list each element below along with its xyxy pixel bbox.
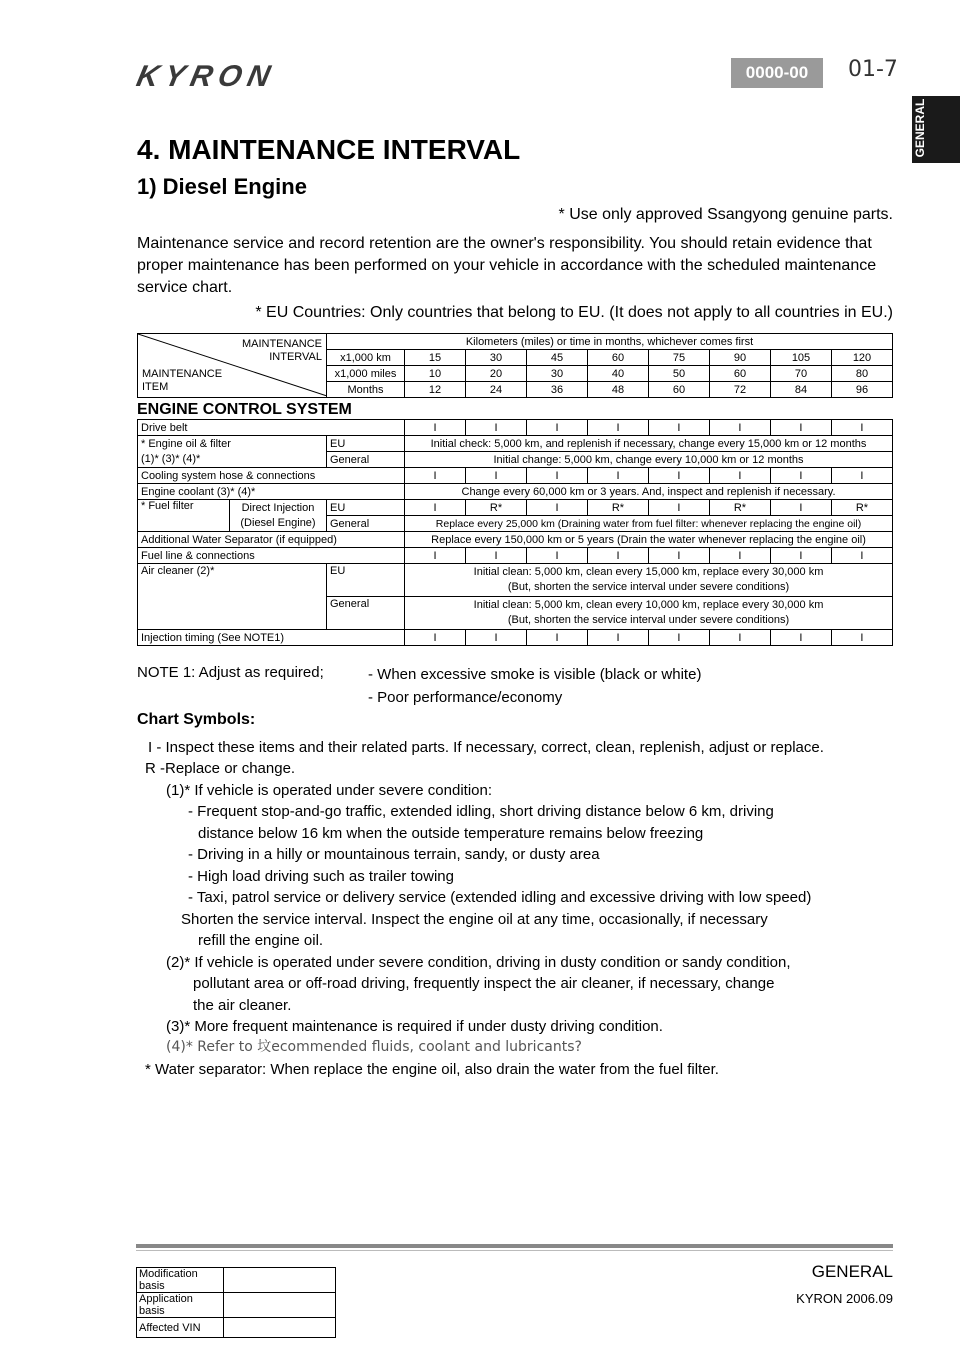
table-row [137,1293,336,1318]
cell: I [648,500,709,516]
interval-header: Kilometers (miles) or time in months, whichever comes first [327,334,893,350]
list-item: - Poor performance/economy [368,689,563,706]
cell: I [709,630,770,646]
item-label [138,436,327,468]
cell: 96 [832,382,893,398]
row-label: x1,000 km [327,350,405,366]
chart-symbols-title: Chart Symbols: [137,711,256,728]
region-label: EU [327,564,405,597]
symbol-line: * Water separator: When replace the engine oil, also drain the water from the fuel filter. [145,1061,719,1078]
cell: I [831,468,892,484]
maintenance-items-table [137,419,893,646]
symbol-line: (2)* If vehicle is operated under severe condition, driving in dusty condition or sandy condition, [166,954,791,971]
air-general-line-1: Initial clean: 5,000 km, clean every 10,000 km, replace every 30,000 km [473,599,824,611]
corner-bottom-label-2: ITEM [142,381,169,393]
cell: Change every 60,000 km or 3 years. And, inspect and replenish if necessary. [405,484,893,500]
page-title: 4. MAINTENANCE INTERVAL [137,134,521,165]
basis-table [136,1267,336,1338]
table-row [138,436,893,452]
basis-label: Application basis [137,1293,224,1318]
symbol-line: pollutant area or off-road driving, frequently inspect the air cleaner, if necessary, change [193,975,775,992]
fuel-filter-subtype [230,500,327,532]
item-label: Drive belt [138,420,405,436]
note1-list [368,663,701,709]
item-label: Additional Water Separator (if equipped) [138,532,405,548]
cell: 45 [527,350,588,366]
cell: 12 [405,382,466,398]
subtype-line-1: Direct Injection [241,501,315,514]
symbol-line: - Driving in a hilly or mountainous terrain, sandy, or dusty area [188,846,600,863]
item-label: Fuel line & connections [138,548,405,564]
symbol-line: - Frequent stop-and-go traffic, extended idling, short driving distance below 6 km, driving [188,803,774,820]
table-row [138,532,893,548]
page-number: 01-7 [848,57,898,82]
air-general-line-2: (But, shorten the service interval under severe conditions) [507,614,790,626]
cell: I [709,548,770,564]
cell: I [405,420,466,436]
cell: I [648,630,709,646]
table-row [138,420,893,436]
cell: Replace every 25,000 km (Draining water from fuel filter: whenever replacing the engine oil) [405,516,893,532]
engine-oil-label: * Engine oil & filter [141,437,231,450]
basis-label: Modification basis [137,1268,224,1293]
cell: I [587,548,648,564]
cell: 80 [832,366,893,382]
symbol-line: distance below 16 km when the outside temperature remains below freezing [198,825,704,842]
cell: I [466,420,527,436]
table-row [138,484,893,500]
item-label: Engine coolant (3)* (4)* [138,484,405,500]
cell: 60 [588,350,649,366]
cell: I [831,420,892,436]
subtype-line-2: (Diesel Engine) [240,516,316,529]
item-label: * Fuel filter [138,500,230,532]
cell: 60 [710,366,771,382]
engine-oil-notes: (1)* (3)* (4)* [141,452,201,465]
row-label: Months [327,382,405,398]
cell: 120 [832,350,893,366]
region-label: General [327,452,405,468]
cell: Replace every 150,000 km or 5 years (Drain the water whenever replacing the engine oil) [405,532,893,548]
footer-model-date: KYRON 2006.09 [796,1291,893,1306]
interval-corner-cell [138,334,327,398]
cell: I [466,468,527,484]
symbol-line: I - Inspect these items and their related parts. If necessary, correct, clean, replenish, adjust or replace. [148,739,824,756]
cell: I [405,500,466,516]
footer-divider-thin [136,1250,893,1251]
region-label: General [327,516,405,532]
cell: I [405,630,466,646]
cell: I [831,630,892,646]
region-label: EU [327,500,405,516]
cell: 84 [771,382,832,398]
cell: I [405,468,466,484]
page-subtitle: 1) Diesel Engine [137,174,307,199]
cell: 50 [649,366,710,382]
basis-label: Affected VIN [137,1318,224,1338]
cell: 10 [405,366,466,382]
cell: 105 [771,350,832,366]
cell [405,597,893,630]
cell: 24 [466,382,527,398]
eu-note: * EU Countries: Only countries that belong to EU. (It does not apply to all countries in EU.) [255,304,893,321]
note1-label: NOTE 1: Adjust as required; [137,664,324,681]
item-label: Injection timing (See NOTE1) [138,630,405,646]
corner-bottom-label: MAINTENANCE [142,368,223,380]
section-code-badge: 0000-00 [731,58,823,88]
cell: 48 [588,382,649,398]
region-label: General [327,597,405,630]
cell: 75 [649,350,710,366]
cell: I [648,468,709,484]
table-row [138,630,893,646]
side-tab-general[interactable] [912,96,960,163]
cell: 60 [649,382,710,398]
cell: I [466,548,527,564]
table-row [137,1318,336,1338]
symbol-line: R -Replace or change. [145,760,296,777]
basis-value [224,1268,336,1293]
cell: I [770,630,831,646]
symbol-line: (1)* If vehicle is operated under severe condition: [166,782,493,799]
basis-value [224,1293,336,1318]
corner-top-label-2: INTERVAL [269,351,322,363]
cell: Initial check: 5,000 km, and replenish if necessary, change every 15,000 km or 12 months [405,436,893,452]
cell: I [770,420,831,436]
cell: I [587,420,648,436]
list-item: - When excessive smoke is visible (black or white) [368,666,702,683]
cell: I [770,500,831,516]
symbol-line: Shorten the service interval. Inspect the engine oil at any time, occasionally, if necessary [181,911,768,928]
row-label: x1,000 miles [327,366,405,382]
intro-text: Maintenance service and record retention are the owner's responsibility. You should retain evidence that proper maintenance has been performed on your vehicle in accordance with the scheduled maintenance service chart. [137,235,877,296]
symbol-line: (4)* Refer to 坟ecommended fluids, coolant and lubricants? [166,1039,582,1055]
cell: I [587,630,648,646]
cell: I [831,548,892,564]
cell: I [527,630,588,646]
symbol-line: - Taxi, patrol service or delivery service (extended idling and excessive driving with low speed) [188,889,812,906]
cell: I [405,548,466,564]
symbol-line: refill the engine oil. [198,932,324,949]
side-tab-label: GENERAL [913,98,927,158]
cell: I [527,420,588,436]
symbol-line: (3)* More frequent maintenance is required if under dusty driving condition. [166,1018,663,1035]
cell: 40 [588,366,649,382]
cell: I [527,500,588,516]
table-row [138,468,893,484]
table-row [138,564,893,597]
cell: 36 [527,382,588,398]
cell: I [587,468,648,484]
cell: R* [831,500,892,516]
air-eu-line-2: (But, shorten the service interval under severe conditions) [507,581,790,593]
cell: R* [587,500,648,516]
cell: I [527,468,588,484]
footer-divider [136,1244,893,1248]
cell: R* [466,500,527,516]
cell: Initial change: 5,000 km, change every 10,000 km or 12 months [405,452,893,468]
cell: 72 [710,382,771,398]
item-label: Air cleaner (2)* [138,564,327,630]
cell: I [709,420,770,436]
cell: 15 [405,350,466,366]
interval-table [137,333,893,398]
cell: I [770,548,831,564]
footer-section-name: GENERAL [811,1262,893,1281]
cell: I [770,468,831,484]
symbol-line: - High load driving such as trailer towing [188,868,454,885]
cell: I [648,420,709,436]
cell: I [527,548,588,564]
section-title: ENGINE CONTROL SYSTEM [137,401,352,418]
air-eu-line-1: Initial clean: 5,000 km, clean every 15,000 km, replace every 30,000 km [473,566,824,578]
cell: I [709,468,770,484]
kyron-logo: KYRON [133,60,279,93]
table-row [138,500,893,516]
table-row [137,1268,336,1293]
genuine-parts-note: * Use only approved Ssangyong genuine parts. [558,206,893,223]
item-label: Cooling system hose & connections [138,468,405,484]
cell: 30 [527,366,588,382]
corner-top-label: MAINTENANCE [241,338,322,350]
cell: I [648,548,709,564]
cell: 70 [771,366,832,382]
cell: 20 [466,366,527,382]
table-row [138,548,893,564]
region-label: EU [327,436,405,452]
cell [405,564,893,597]
cell: R* [709,500,770,516]
basis-value [224,1318,336,1338]
symbol-line: the air cleaner. [193,997,292,1014]
cell: I [466,630,527,646]
cell: 90 [710,350,771,366]
cell: 30 [466,350,527,366]
